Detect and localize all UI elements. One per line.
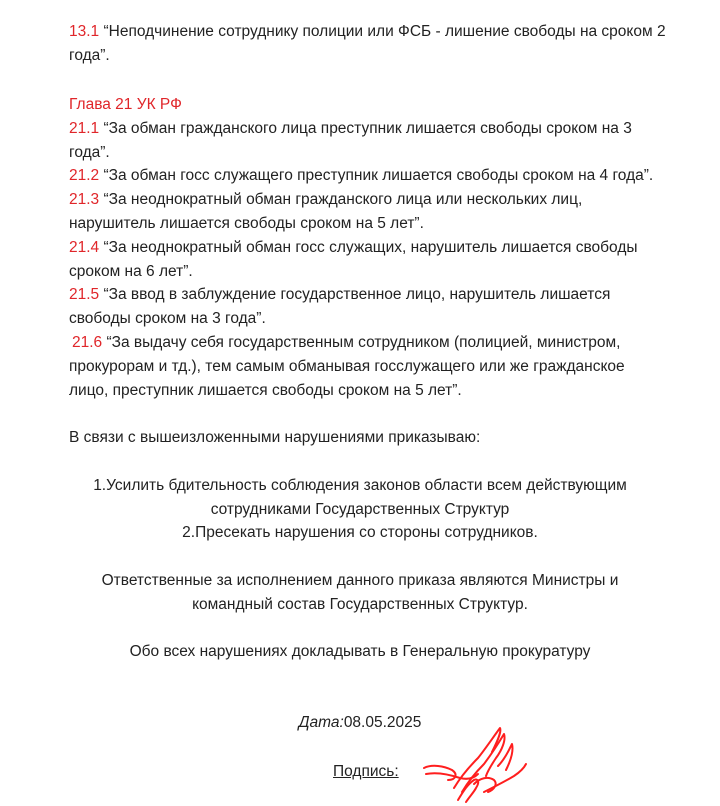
chapter-title: Глава 21 УК РФ (69, 96, 182, 113)
article-21-2-line-1 (69, 166, 653, 186)
article-21-6-line-2: прокурорам и тд.), тем самым обманывая госслужащего или же гражданское (69, 358, 625, 375)
article-13-1-line-2: года”. (69, 47, 110, 64)
handwritten-signature (418, 722, 528, 806)
article-number: 21.4 (69, 239, 100, 256)
order-line-1: 1.Усилить бдительность соблюдения законов области всем действующим (93, 477, 627, 494)
order-intro: В связи с вышеизложенными нарушениями приказываю: (69, 429, 481, 446)
article-text: “За обман госс служащего преступник лишается свободы сроком на 4 года”. (103, 167, 654, 184)
article-21-6-line-1 (72, 333, 621, 353)
article-21-6-line-3: лицо, преступник лишается свободы сроком на 5 лет”. (69, 382, 462, 399)
article-21-5-line-2: свободы сроком на 3 года”. (69, 310, 266, 327)
article-number: 21.3 (69, 191, 100, 208)
article-21-4-line-2: сроком на 6 лет”. (69, 263, 193, 280)
responsible-line-1: Ответственные за исполнением данного приказа являются Министры и (101, 572, 619, 589)
article-13-1-line-1 (69, 22, 666, 42)
article-21-1-line-1 (69, 119, 632, 139)
article-21-5-line-1 (69, 285, 610, 305)
article-number: 21.6 (72, 334, 103, 351)
date-line (0, 713, 720, 733)
responsible-line-2: командный состав Государственных Структур. (192, 596, 528, 613)
article-number: 21.5 (69, 286, 100, 303)
article-number: 21.1 (69, 120, 100, 137)
article-text: “За неоднократный обман гражданского лица или нескольких лиц, (103, 191, 583, 208)
article-21-1-line-2: года”. (69, 144, 110, 161)
article-text: “За выдачу себя государственным сотрудником (полицией, министром, (106, 334, 621, 351)
signature-stroke (462, 734, 505, 792)
article-21-3-line-1 (69, 190, 582, 210)
article-text: “За ввод в заблуждение государственное лицо, нарушитель лишается (103, 286, 611, 303)
article-21-3-line-2: нарушитель лишается свободы сроком на 5 лет”. (69, 215, 424, 232)
article-number: 21.2 (69, 167, 100, 184)
order-line-3: 2.Пресекать нарушения со стороны сотрудников. (182, 524, 538, 541)
order-line-2: сотрудниками Государственных Структур (210, 501, 510, 518)
article-21-4-line-1 (69, 238, 638, 258)
article-text: “Неподчинение сотруднику полиции или ФСБ - лишение свободы на сроком 2 (103, 23, 666, 40)
article-number: 13.1 (69, 23, 100, 40)
signature-stroke (426, 773, 478, 779)
signature-stroke (498, 744, 513, 770)
signature-label: Подпись: (333, 763, 399, 780)
article-text: “За неоднократный обман госс служащих, нарушитель лишается свободы (103, 239, 638, 256)
date-value: 08.05.2025 (343, 714, 422, 731)
date-label: Дата: (298, 714, 344, 731)
article-text: “За обман гражданского лица преступник лишается свободы сроком на 3 (103, 120, 632, 137)
report-note: Обо всех нарушениях докладывать в Генеральную прокуратуру (129, 643, 591, 660)
signature-line (333, 762, 399, 782)
